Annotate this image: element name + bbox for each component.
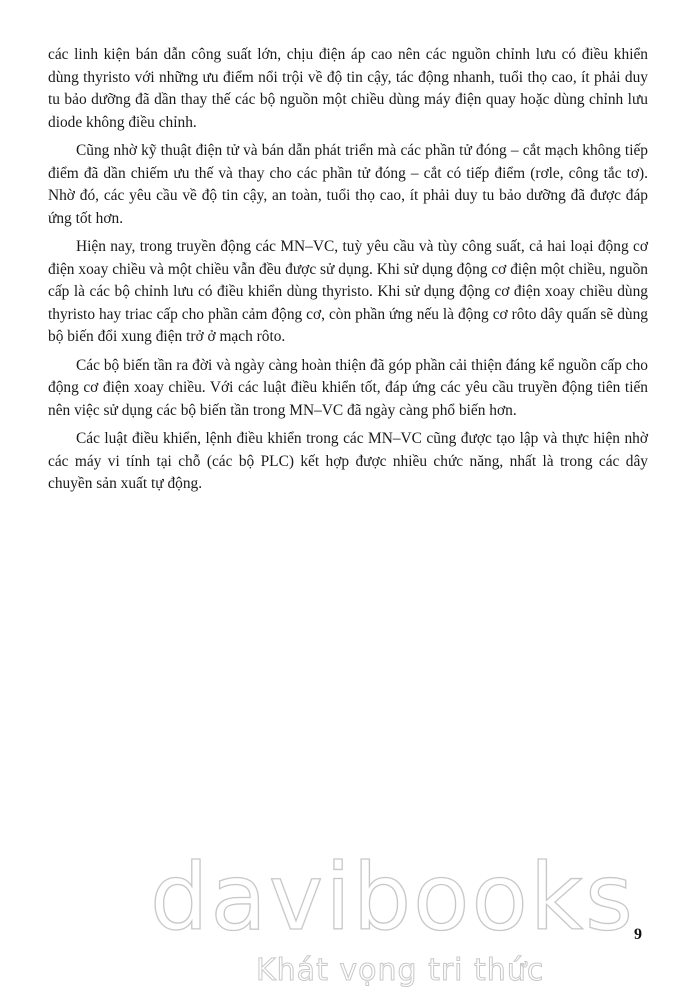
page-number: 9	[634, 926, 642, 943]
watermark-slogan: Khát vọng tri thức	[256, 953, 545, 988]
paragraph-1: các linh kiện bán dẫn công suất lớn, chịu điện áp cao nên các nguồn chỉnh lưu có điều khiển dùng thyristo với những ưu điểm nổi trội về độ tin cậy, tác động nhanh, tuổi thọ cao, ít phải duy tu bảo dưỡng đã dần thay thế các bộ nguồn một chiều dùng máy điện quay hoặc dùng chỉnh lưu diode không điều chỉnh.	[48, 46, 648, 131]
paragraph-2: Cũng nhờ kỹ thuật điện tử và bán dẫn phát triển mà các phần tử đóng – cắt mạch không tiếp điểm đã dần chiếm ưu thế và thay cho các phần tử đóng – cắt có tiếp điểm (rơle, công tắc tơ). Nhờ đó, các yêu cầu về độ tin cậy, an toàn, tuổi thọ cao, ít phải duy tu bảo dưỡng đã được đáp ứng tốt hơn.	[48, 142, 648, 227]
watermark-brand: davibooks	[150, 844, 635, 951]
paragraph-5: Các luật điều khiển, lệnh điều khiển trong các MN–VC cũng được tạo lập và thực hiện nhờ các máy vi tính tại chỗ (các bộ PLC) kết hợp được nhiều chức năng, nhất là trong các dây chuyền sản xuất tự động.	[48, 430, 648, 492]
paragraph-4: Các bộ biến tần ra đời và ngày càng hoàn thiện đã góp phần cải thiện đáng kể nguồn cấp cho động cơ điện xoay chiều. Với các luật điều khiển tốt, đáp ứng các yêu cầu truyền động tiên tiến nên việc sử dụng các bộ biến tần trong MN–VC đã ngày càng phổ biến hơn.	[48, 356, 648, 419]
body-text	[48, 44, 648, 502]
paragraph-3: Hiện nay, trong truyền động các MN–VC, tuỳ yêu cầu và tùy công suất, cả hai loại động cơ điện xoay chiều và một chiều vẫn đều được sử dụng. Khi sử dụng động cơ điện một chiều, nguồn cấp là các bộ chỉnh lưu có điều khiển dùng thyristo. Khi sử dụng động cơ điện xoay chiều dùng thyristo hay triac cấp cho phần cảm động cơ, còn phần ứng nếu là động cơ rôto dây quấn sẽ dùng bộ biến đổi xung điện trở ở mạch rôto.	[48, 238, 648, 345]
